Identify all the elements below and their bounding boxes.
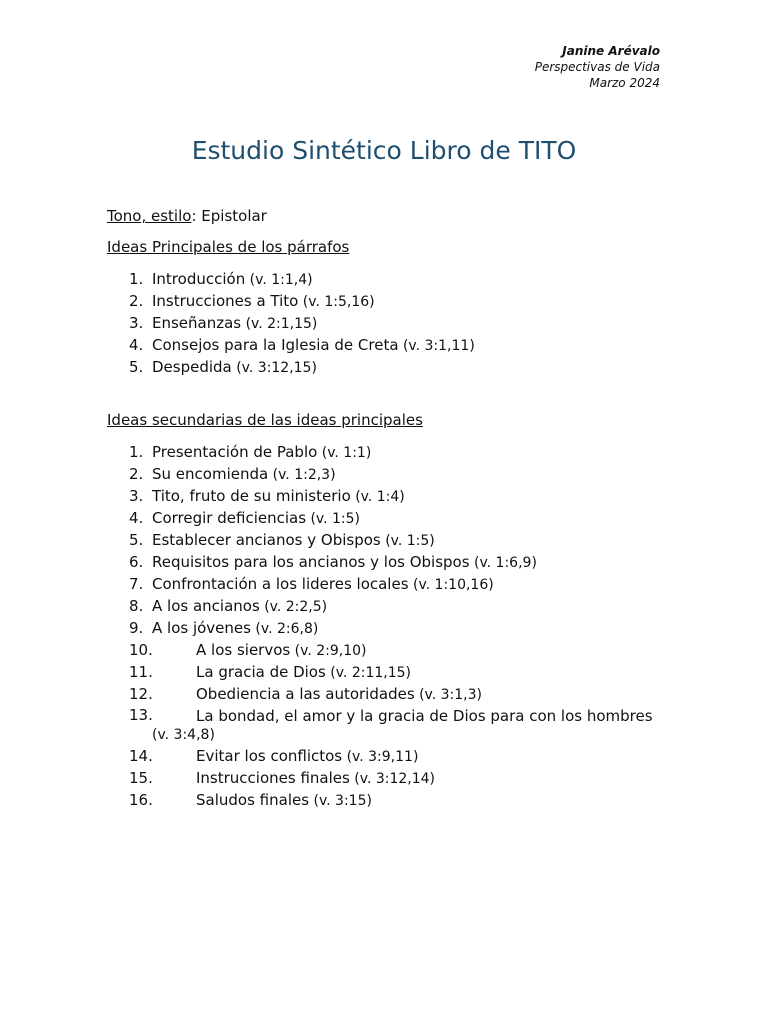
list-item <box>107 464 667 486</box>
list-item <box>107 508 667 530</box>
list-number: 5. <box>129 358 144 376</box>
list-item <box>107 291 667 313</box>
item-text: Su encomienda <box>152 465 269 483</box>
list-item <box>107 357 667 379</box>
verse-ref: (v. 1:4) <box>350 489 405 505</box>
page-title: Estudio Sintético Libro de TITO <box>191 136 577 165</box>
tono-label: Tono, estilo <box>107 207 192 225</box>
item-text: Confrontación a los lideres locales <box>152 575 409 593</box>
publication-name: Perspectivas de Vida <box>534 60 660 74</box>
list-item <box>107 335 667 357</box>
item-text: Saludos finales <box>196 791 310 809</box>
item-text: Establecer ancianos y Obispos <box>152 531 381 549</box>
list-number: 3. <box>129 487 144 505</box>
list-item <box>107 552 667 574</box>
list-number: 1. <box>129 270 144 288</box>
list-item <box>107 596 667 618</box>
list-item <box>107 269 667 291</box>
list-item <box>107 790 667 812</box>
verse-ref: (v. 2:2,5) <box>259 599 328 615</box>
tono-value: : Epistolar <box>191 207 267 225</box>
verse-ref: (v. 2:1,15) <box>241 316 318 332</box>
list-item <box>107 442 667 464</box>
item-text: Corregir deficiencias <box>152 509 307 527</box>
list-number: 3. <box>129 314 144 332</box>
list-item <box>107 313 667 335</box>
item-text: Instrucciones a Tito <box>152 292 299 310</box>
verse-ref: (v. 1:1,4) <box>245 272 313 288</box>
item-text: Introducción <box>152 270 246 288</box>
list-item <box>107 662 667 684</box>
verse-ref: (v. 2:6,8) <box>250 621 319 637</box>
list-number: 13. <box>129 706 153 724</box>
verse-ref: (v. 3:12,14) <box>349 771 436 787</box>
item-text: A los siervos <box>196 641 291 659</box>
item-text: A los ancianos <box>152 597 260 615</box>
item-text: La bondad, el amor y la gracia de Dios para con los hombres <box>196 707 653 725</box>
verse-ref: (v. 1:6,9) <box>469 555 537 571</box>
list-number: 1. <box>129 443 144 461</box>
list-number: 12. <box>129 685 153 703</box>
list-item <box>107 618 667 640</box>
verse-ref: (v. 3:15) <box>309 793 372 809</box>
item-text: Presentación de Pablo <box>152 443 318 461</box>
list-number: 10. <box>129 641 153 659</box>
list-number: 2. <box>129 465 144 483</box>
list-number: 4. <box>129 509 144 527</box>
list-number: 4. <box>129 336 144 354</box>
verse-ref: (v. 3:9,11) <box>342 749 419 765</box>
ideas-principales-list <box>107 269 667 379</box>
ideas-secundarias-list <box>107 442 667 812</box>
item-text: Evitar los conflictos <box>196 747 343 765</box>
verse-ref: (v. 1:1) <box>317 445 372 461</box>
list-item <box>107 530 667 552</box>
verse-ref: (v. 3:12,15) <box>231 360 317 376</box>
list-item <box>107 684 667 706</box>
verse-ref: (v. 1:5) <box>380 533 435 549</box>
item-text: Instrucciones finales <box>196 769 350 787</box>
tono-line <box>107 206 667 227</box>
list-item <box>107 640 667 662</box>
item-text: Obediencia a las autoridades <box>196 685 415 703</box>
ideas-principales-heading: Ideas Principales de los párrafos <box>107 238 350 256</box>
verse-ref: (v. 1:2,3) <box>268 467 336 483</box>
list-number: 8. <box>129 597 144 615</box>
verse-ref: (v. 3:4,8) <box>152 727 215 743</box>
list-item <box>107 746 667 768</box>
item-text: Despedida <box>152 358 232 376</box>
author-name: Janine Arévalo <box>562 44 660 58</box>
list-item <box>107 706 667 746</box>
document-date: Marzo 2024 <box>589 76 660 90</box>
item-text: A los jóvenes <box>152 619 251 637</box>
item-text: Enseñanzas <box>152 314 242 332</box>
list-item <box>107 768 667 790</box>
item-text: Tito, fruto de su ministerio <box>152 487 351 505</box>
ideas-secundarias-heading: Ideas secundarias de las ideas principales <box>107 411 423 429</box>
list-item <box>107 486 667 508</box>
verse-ref: (v. 1:5,16) <box>298 294 375 310</box>
list-number: 11. <box>129 663 153 681</box>
list-item <box>107 574 667 596</box>
verse-ref: (v. 3:1,3) <box>414 687 483 703</box>
list-number: 16. <box>129 791 153 809</box>
list-number: 2. <box>129 292 144 310</box>
verse-ref: (v. 2:11,15) <box>325 665 411 681</box>
list-number: 15. <box>129 769 153 787</box>
list-number: 6. <box>129 553 144 571</box>
item-text: La gracia de Dios <box>196 663 326 681</box>
verse-ref: (v. 3:1,11) <box>398 338 475 354</box>
list-number: 5. <box>129 531 144 549</box>
list-number: 14. <box>129 747 153 765</box>
verse-ref: (v. 1:10,16) <box>408 577 494 593</box>
item-text: Requisitos para los ancianos y los Obispos <box>152 553 470 571</box>
list-number: 9. <box>129 619 144 637</box>
verse-ref: (v. 1:5) <box>306 511 361 527</box>
document-header <box>535 43 660 91</box>
list-number: 7. <box>129 575 144 593</box>
document-body <box>107 206 667 812</box>
verse-ref: (v. 2:9,10) <box>290 643 367 659</box>
item-text: Consejos para la Iglesia de Creta <box>152 336 399 354</box>
